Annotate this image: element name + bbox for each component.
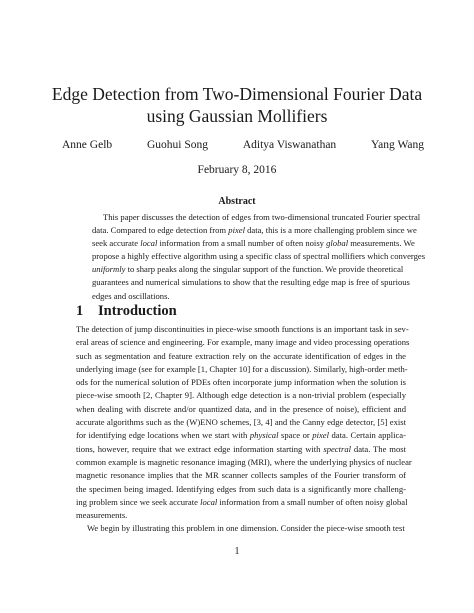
abstract-line: uniformly to sharp peaks along the singular support of the function. We provide theoretical	[92, 264, 404, 275]
author-name: Yang Wang	[371, 139, 424, 151]
section-heading	[76, 303, 177, 320]
intro-body	[76, 323, 412, 536]
body-line: underlying image (see for example [1, Chapter 10] for a discussion). Similarly, high-order meth-	[76, 363, 408, 374]
body-line: measurements.	[76, 510, 128, 521]
abstract-line: data. Compared to edge detection from pixel data, this is a more challenging problem since we	[92, 225, 417, 236]
body-line: ing problem since we seek accurate local information from a small number of often noisy global	[76, 496, 408, 507]
body-line: We begin by illustrating this problem in one dimension. Consider the piece-wise smooth test	[87, 523, 405, 534]
body-line: for identifying edge locations when we start with physical space or pixel data. Certain applica-	[76, 430, 406, 441]
abstract-heading: Abstract	[218, 196, 256, 207]
body-line: such as segmentation and feature extraction rely on the accurate identification of edges in the	[76, 350, 406, 361]
page-number: 1	[234, 546, 240, 557]
abstract-line: propose a highly effective algorithm using a specific class of spectral mollifiers which converges	[92, 251, 426, 262]
paper-date: February 8, 2016	[197, 164, 277, 176]
section-title: Introduction	[98, 303, 177, 319]
abstract-line: edges and oscillations.	[92, 290, 170, 301]
section-number: 1	[76, 303, 84, 319]
body-line: tions, however, require that we extract edge information starting with spectral data. The most	[76, 443, 406, 454]
author-list	[62, 139, 424, 151]
abstract-line: guarantees and numerical simulations to show that the resulting edge map is free of spurious	[92, 277, 410, 288]
abstract-line: This paper discusses the detection of edges from two-dimensional truncated Fourier spectral	[103, 212, 421, 222]
abstract-text	[92, 211, 426, 303]
body-line: piece-wise smooth [2, Chapter 9]. Although edge detection is a non-trivial problem (especially	[76, 390, 406, 401]
body-line: ods for the numerical solution of PDEs often incorporate jump information when the solution is	[76, 377, 406, 388]
body-line: common example is magnetic resonance imaging (MRI), where the underlying physics of nuclear	[76, 456, 412, 467]
author-name: Guohui Song	[146, 139, 209, 151]
body-line: eral areas of science and engineering. For example, many image and video processing operations	[76, 337, 410, 348]
paper-title: Edge Detection from Two-Dimensional Fourier Data using Gaussian Mollifiers	[51, 84, 423, 126]
body-line: magnetic resonance implies that the MR scanner collects samples of the Fourier transform of	[76, 470, 406, 481]
body-line: the specimen being imaged. Identifying edges from such data is a significantly more challeng-	[76, 483, 406, 494]
body-line: accurate algorithms such as the (W)ENO schemes, [3, 4] and the Canny edge detector, [5] exist	[76, 417, 406, 428]
abstract-line: seek accurate local information from a small number of often noisy global measurements. We	[92, 238, 415, 249]
author-name: Anne Gelb	[62, 139, 113, 151]
body-line: The detection of jump discontinuities in piece-wise smooth functions is an important task in sev-	[76, 324, 409, 334]
body-line: when dealing with discrete and/or quantized data, and in the presence of noise), efficient and	[76, 403, 406, 414]
author-name: Aditya Viswanathan	[242, 139, 337, 151]
